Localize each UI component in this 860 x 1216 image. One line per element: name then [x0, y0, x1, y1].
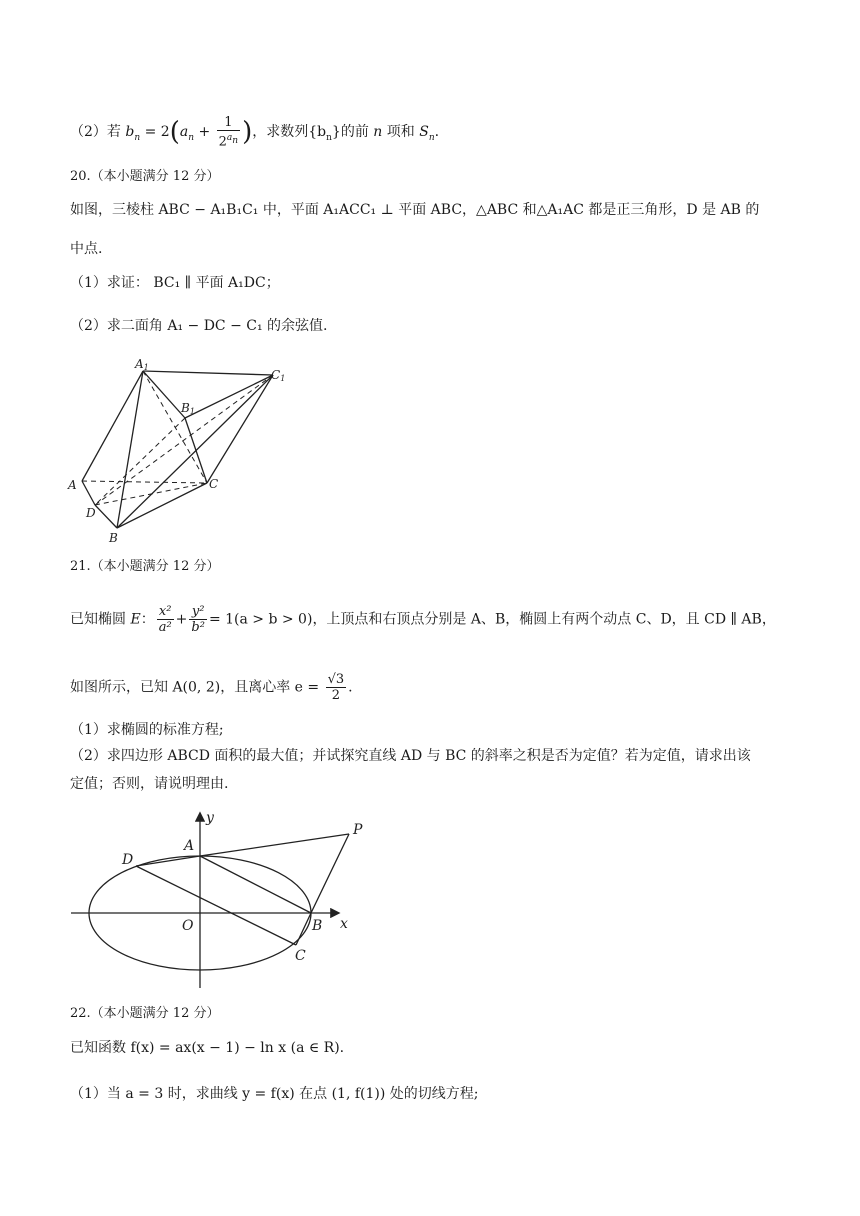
label-A1: A1	[135, 357, 149, 372]
q20-stem-line2: 中点.	[70, 241, 103, 257]
label-C: C	[295, 948, 306, 964]
q22-part1: （1）当 a = 3 时，求曲线 y = f(x) 在点 (1, f(1)) 处的切线方程;	[70, 1086, 479, 1102]
q21-stem-line2: 如图所示，已知 A(0, 2)，且离心率 e = $\frac{√3}{2}$ .	[70, 672, 353, 703]
q22-stem: 已知函数 f(x) = ax(x − 1) − ln x (a ∈ R).	[70, 1040, 345, 1056]
q21-part1: （1）求椭圆的标准方程;	[70, 722, 224, 738]
label-D: D	[86, 506, 96, 520]
label-B1: B1	[181, 401, 195, 416]
label-D: D	[122, 852, 134, 868]
q20-part2: （2）求二面角 A₁ − DC − C₁ 的余弦值.	[70, 318, 328, 334]
label-C: C	[209, 477, 219, 491]
label-y: y	[206, 810, 214, 826]
eccentricity-fraction: $\frac{√3}{2}$	[327, 672, 345, 703]
ellipse-figure	[66, 808, 376, 998]
q20-stem-line1: 如图，三棱柱 ABC − A₁B₁C₁ 中，平面 A₁ACC₁ ⊥ 平面 ABC，△ABC 和△A₁AC 都是正三角形，D 是 AB 的	[70, 202, 760, 218]
label-x: x	[340, 916, 348, 932]
q22-heading: 22.（本小题满分 12 分）	[70, 1006, 220, 1021]
q21-part2-line2: 定值；否则，请说明理由.	[70, 776, 229, 792]
x2-over-a2: $\frac{\text{x²}}{\text{a²}}$	[158, 604, 172, 635]
label-C1: C1	[271, 368, 286, 383]
label-A: A	[184, 838, 195, 854]
label-B: B	[109, 531, 118, 545]
label-O: O	[182, 918, 194, 934]
q19-part2: （2）若 $b_n = 2(a_n$ + $\frac{1}{2^{a_n}}$ )，求数列$\{b_n\}$的前 n 项和 $S_n$.	[70, 115, 440, 150]
label-A: A	[68, 478, 77, 492]
q21-part2-line1: （2）求四边形 ABCD 面积的最大值；并试探究直线 AD 与 BC 的斜率之积是否为定值？若为定值，请求出该	[70, 748, 751, 764]
q20-part1: （1）求证： BC₁ ∥ 平面 A₁DC；	[70, 275, 280, 291]
b-n: $b_n$	[125, 124, 141, 143]
label-B: B	[312, 918, 323, 934]
y2-over-b2: $\frac{\text{y²}}{\text{b²}}$	[191, 604, 205, 635]
q20-heading: 20.（本小题满分 12 分）	[70, 169, 220, 184]
prism-figure	[60, 355, 300, 545]
label-P: P	[353, 822, 363, 838]
q21-heading: 21.（本小题满分 12 分）	[70, 559, 220, 574]
q21-stem-line1: 已知椭圆 E： $\frac{\text{x²}}{\text{a²}}$ + $\frac{\text{y²}}{\text{b²}}$ = 1(a > b > 0)，上顶点和右顶点分别是 A、B，椭圆上有两个动点 C、D，且 CD ∥ AB，	[70, 604, 776, 635]
q19-fraction: $\frac{1}{2^{a_n}}$	[218, 115, 239, 150]
